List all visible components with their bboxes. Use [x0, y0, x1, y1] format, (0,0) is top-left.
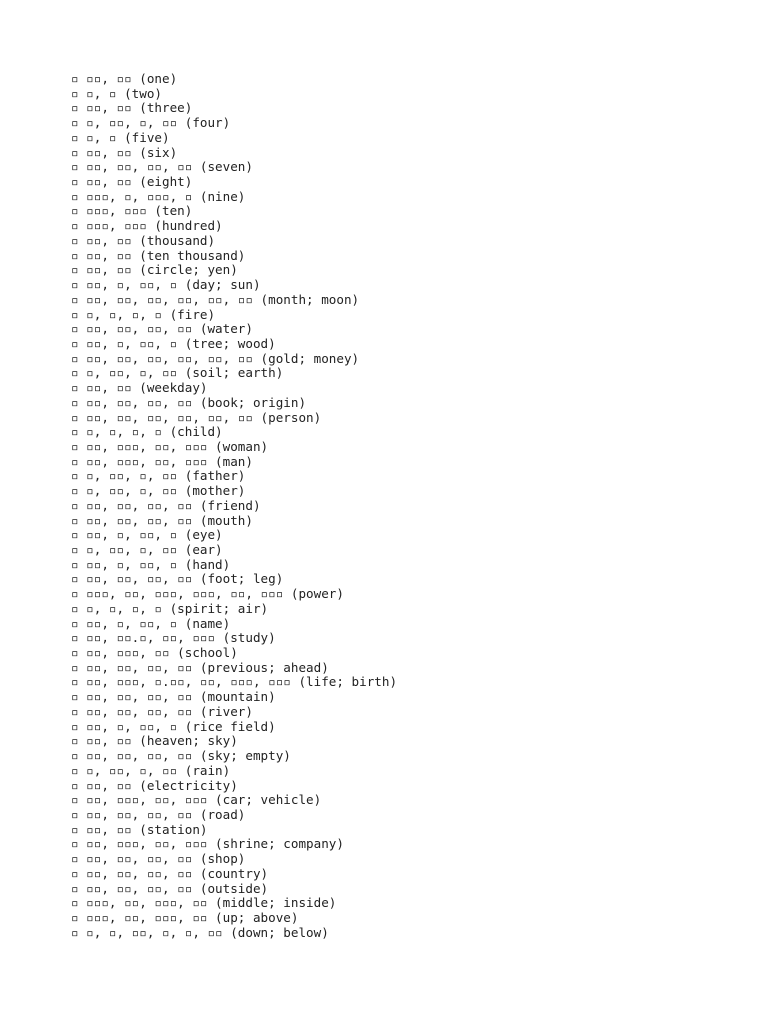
vocabulary-entry: ▫ ▫▫, ▫▫, ▫▫, ▫▫ (friend)	[71, 497, 261, 513]
vocabulary-entry: ▫ ▫▫, ▫▫▫, ▫▫, ▫▫▫ (man)	[71, 453, 253, 469]
vocabulary-entry: ▫ ▫▫, ▫▫▫, ▫.▫▫, ▫▫, ▫▫▫, ▫▫▫ (life; birth)	[71, 674, 398, 690]
vocabulary-entry: ▫ ▫, ▫, ▫, ▫ (child)	[71, 424, 223, 440]
vocabulary-entry: ▫ ▫▫, ▫▫▫, ▫▫ (school)	[71, 645, 238, 661]
vocabulary-entry: ▫ ▫, ▫▫, ▫, ▫▫ (father)	[71, 468, 246, 484]
vocabulary-entry: ▫ ▫▫, ▫▫ (thousand)	[71, 232, 216, 248]
vocabulary-entry: ▫ ▫▫, ▫▫, ▫▫, ▫▫ (shop)	[71, 851, 246, 867]
vocabulary-entry: ▫ ▫▫, ▫▫, ▫▫, ▫▫ (country)	[71, 865, 269, 881]
vocabulary-entry: ▫ ▫▫, ▫▫, ▫▫, ▫▫ (water)	[71, 321, 253, 337]
vocabulary-entry: ▫ ▫▫, ▫, ▫▫, ▫ (rice field)	[71, 718, 276, 734]
vocabulary-entry: ▫ ▫▫, ▫▫, ▫▫, ▫▫ (mountain)	[71, 689, 276, 705]
vocabulary-entry: ▫ ▫▫, ▫, ▫▫, ▫ (hand)	[71, 556, 231, 572]
vocabulary-entry: ▫ ▫▫, ▫, ▫▫, ▫ (day; sun)	[71, 277, 261, 293]
vocabulary-entry: ▫ ▫▫, ▫▫, ▫▫, ▫▫ (outside)	[71, 880, 269, 896]
vocabulary-entry: ▫ ▫, ▫▫, ▫, ▫▫ (rain)	[71, 762, 231, 778]
vocabulary-entry: ▫ ▫, ▫▫, ▫, ▫▫ (ear)	[71, 542, 223, 557]
vocabulary-entry: ▫ ▫▫, ▫▫ (three)	[71, 100, 193, 116]
vocabulary-entry: ▫ ▫▫, ▫▫ (circle; yen)	[71, 262, 238, 278]
vocabulary-entry: ▫ ▫▫▫, ▫▫▫ (ten)	[71, 203, 193, 219]
vocabulary-entry: ▫ ▫, ▫, ▫, ▫ (spirit; air)	[71, 600, 269, 616]
vocabulary-entry: ▫ ▫▫, ▫▫, ▫▫, ▫▫ (sky; empty)	[71, 748, 291, 764]
vocabulary-entry: ▫ ▫▫, ▫▫▫, ▫▫, ▫▫▫ (car; vehicle)	[71, 792, 322, 808]
vocabulary-entry: ▫ ▫▫, ▫▫, ▫▫, ▫▫ (river)	[71, 703, 253, 719]
vocabulary-entry: ▫ ▫▫▫, ▫▫, ▫▫▫, ▫▫ (up; above)	[71, 909, 299, 925]
vocabulary-entry: ▫ ▫▫, ▫▫, ▫▫, ▫▫, ▫▫, ▫▫ (person)	[71, 409, 322, 425]
vocabulary-entry: ▫ ▫▫, ▫, ▫▫, ▫ (eye)	[71, 527, 223, 543]
vocabulary-entry: ▫ ▫▫, ▫▫▫, ▫▫, ▫▫▫ (shrine; company)	[71, 836, 344, 852]
vocabulary-entry: ▫ ▫▫▫, ▫▫▫ (hundred)	[71, 218, 223, 234]
vocabulary-entry: ▫ ▫▫, ▫▫ (electricity)	[71, 777, 238, 793]
vocabulary-entry: ▫ ▫▫▫, ▫▫, ▫▫▫, ▫▫ (middle; inside)	[71, 895, 337, 911]
vocabulary-entry: ▫ ▫▫, ▫, ▫▫, ▫ (name)	[71, 615, 231, 631]
vocabulary-entry: ▫ ▫▫, ▫▫ (station)	[71, 821, 208, 837]
vocabulary-entry: ▫ ▫, ▫▫, ▫, ▫▫ (four)	[71, 115, 231, 131]
vocabulary-entry: ▫ ▫, ▫ (five)	[71, 129, 170, 145]
vocabulary-entry: ▫ ▫▫, ▫▫.▫, ▫▫, ▫▫▫ (study)	[71, 630, 276, 646]
vocabulary-entry: ▫ ▫▫, ▫▫ (heaven; sky)	[71, 733, 238, 749]
vocabulary-entry: ▫ ▫, ▫ (two)	[71, 85, 162, 101]
vocabulary-list	[71, 72, 397, 940]
vocabulary-entry: ▫ ▫▫, ▫, ▫▫, ▫ (tree; wood)	[71, 335, 276, 351]
vocabulary-entry: ▫ ▫, ▫▫, ▫, ▫▫ (mother)	[71, 483, 246, 499]
vocabulary-entry: ▫ ▫, ▫, ▫▫, ▫, ▫, ▫▫ (down; below)	[71, 924, 329, 940]
vocabulary-entry: ▫ ▫▫, ▫▫, ▫▫, ▫▫ (seven)	[71, 159, 253, 175]
vocabulary-entry: ▫ ▫▫, ▫▫, ▫▫, ▫▫ (road)	[71, 806, 246, 822]
vocabulary-entry: ▫ ▫, ▫▫, ▫, ▫▫ (soil; earth)	[71, 365, 284, 381]
vocabulary-entry: ▫ ▫▫▫, ▫, ▫▫▫, ▫ (nine)	[71, 188, 246, 204]
vocabulary-entry: ▫ ▫▫, ▫▫, ▫▫, ▫▫, ▫▫, ▫▫ (month; moon)	[71, 291, 360, 307]
vocabulary-entry: ▫ ▫▫, ▫▫, ▫▫, ▫▫ (book; origin)	[71, 394, 307, 410]
vocabulary-entry: ▫ ▫▫, ▫▫, ▫▫, ▫▫ (mouth)	[71, 512, 253, 528]
vocabulary-entry: ▫ ▫▫, ▫▫, ▫▫, ▫▫, ▫▫, ▫▫ (gold; money)	[71, 350, 360, 366]
vocabulary-entry: ▫ ▫▫, ▫▫, ▫▫, ▫▫ (foot; leg)	[71, 571, 284, 587]
vocabulary-entry: ▫ ▫▫, ▫▫▫, ▫▫, ▫▫▫ (woman)	[71, 438, 269, 454]
vocabulary-entry: ▫ ▫▫, ▫▫ (six)	[71, 144, 178, 160]
vocabulary-entry: ▫ ▫▫, ▫▫ (one)	[71, 71, 178, 86]
vocabulary-entry: ▫ ▫▫, ▫▫ (weekday)	[71, 380, 208, 396]
vocabulary-entry: ▫ ▫▫, ▫▫ (ten thousand)	[71, 247, 246, 263]
vocabulary-entry: ▫ ▫, ▫, ▫, ▫ (fire)	[71, 306, 216, 322]
vocabulary-entry: ▫ ▫▫, ▫▫, ▫▫, ▫▫ (previous; ahead)	[71, 659, 329, 675]
vocabulary-entry: ▫ ▫▫▫, ▫▫, ▫▫▫, ▫▫▫, ▫▫, ▫▫▫ (power)	[71, 586, 344, 602]
vocabulary-entry: ▫ ▫▫, ▫▫ (eight)	[71, 174, 193, 190]
